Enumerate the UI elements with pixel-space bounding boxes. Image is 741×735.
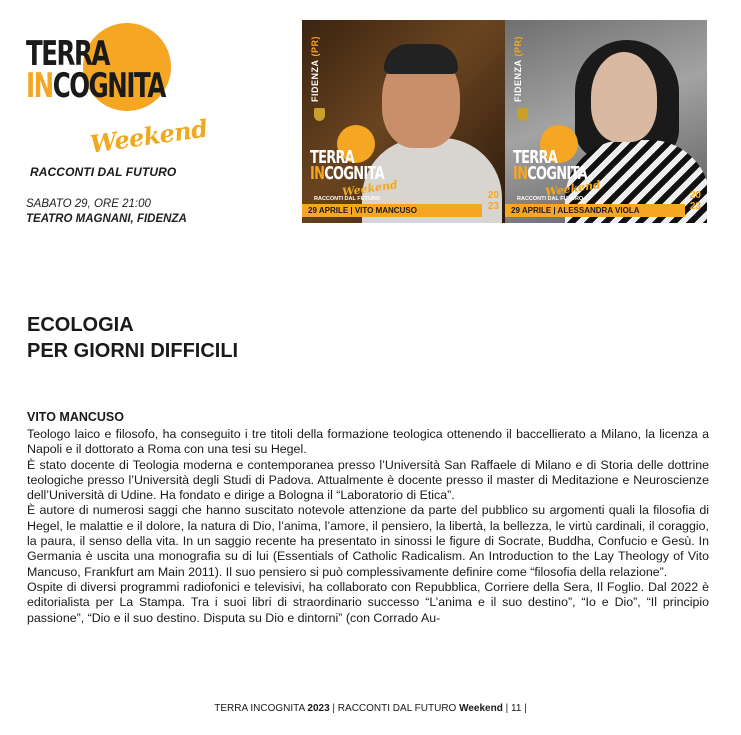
poster-title-terra: TERRA [310, 147, 355, 168]
portrait-hair [384, 44, 458, 74]
paragraph: Teologo laico e filosofo, ha conseguito i tre titoli della formazione teologica ottenendo il baccellierato a Milano, la licenza a Napoli e il dottorato a Roma con una tesi su Hegel. [27, 427, 709, 457]
page-footer: TERRA INCOGNITA 2023 | RACCONTI DAL FUTURO Weekend | 11 | [214, 703, 527, 714]
poster-title-terra: TERRA [513, 147, 558, 168]
logo-line-incognita [26, 66, 165, 106]
logo-cognita: COGNITA [52, 66, 165, 106]
headline-line-2: PER GIORNI DIFFICILI [27, 340, 239, 362]
logo-line-terra: TERRA [26, 34, 109, 74]
city-crest-icon [517, 108, 528, 121]
terra-incognita-logo [26, 20, 210, 180]
poster-year: 20 23 [487, 190, 499, 212]
poster-vito-mancuso [302, 20, 505, 223]
poster-banner: 29 APRILE | VITO MANCUSO [302, 204, 482, 217]
city-crest-icon [314, 108, 325, 121]
poster-title-incognita: INCOGNITA [310, 163, 384, 184]
poster-subtitle: RACCONTI DAL FUTURO [314, 196, 381, 202]
poster-year: 20 23 [689, 190, 701, 212]
poster-subtitle: RACCONTI DAL FUTURO [517, 196, 584, 202]
poster-title-incognita: INCOGNITA [513, 163, 587, 184]
paragraph: Ospite di diversi programmi radiofonici e televisivi, ha collaborato con Repubblica, Corriere della Sera, Il Foglio. Dal 2022 è editorialista per La Stampa. Tra i suoi libri di straordinario successo “L’anima e il suo destino”, “Io e Dio”, “Il principio passione”, “Dio e il suo destino. Disputa su Dio e dintorni” (con Corrado Au- [27, 579, 709, 625]
event-date: SABATO 29, ORE 21:00 [26, 198, 151, 210]
poster-weekend-script: Weekend [544, 178, 602, 199]
poster-alessandra-viola [505, 20, 707, 223]
author-name: VITO MANCUSO [27, 410, 124, 424]
article-body [27, 427, 709, 626]
logo-weekend-script: Weekend [88, 113, 210, 159]
article-headline [27, 312, 238, 364]
poster-vertical-label: FIDENZA (PR) [310, 36, 320, 103]
headline-line-1: ECOLOGIA [27, 314, 134, 336]
paragraph: È stato docente di Teologia moderna e contemporanea presso l’Università San Raffaele di Milano e di Storia delle dottrine teologiche presso l’Università degli Studi di Padova. Attualmente è docente presso il master di Meditazione e Neuroscienze dell’Università di Udine. Ha fondato e dirige a Bologna il “Laboratorio di Etica”. [27, 457, 709, 503]
paragraph: È autore di numerosi saggi che hanno suscitato notevole attenzione da parte del pubblico su argomenti quali la filosofia di Hegel, le malattie e il dolore, la natura di Dio, l’anima, l’amore, il pensiero, la libertà, la bellezza, le virtù cardinali, il coraggio, la paura, il senso della vita. In un saggio recente ha presentato in sinossi le figure di Socrate, Buddha, Confucio e Gesù. In Germania è uscita una monografia su di lui (Essentials of Catholic Radicalism. An Introduction to the Lay Theology of Vito Mancuso, Frankfurt am Main 2011). Il suo pensiero si può complessivamente definire come “filosofia della relazione”. [27, 503, 709, 579]
logo-in: IN [26, 66, 53, 106]
tagline: RACCONTI DAL FUTURO [30, 165, 177, 179]
portrait-head [591, 52, 657, 142]
poster-weekend-script: Weekend [341, 178, 399, 199]
poster-banner: 29 APRILE | ALESSANDRA VIOLA [505, 204, 685, 217]
poster-vertical-label: FIDENZA (PR) [513, 36, 523, 103]
event-place: TEATRO MAGNANI, FIDENZA [26, 213, 187, 225]
